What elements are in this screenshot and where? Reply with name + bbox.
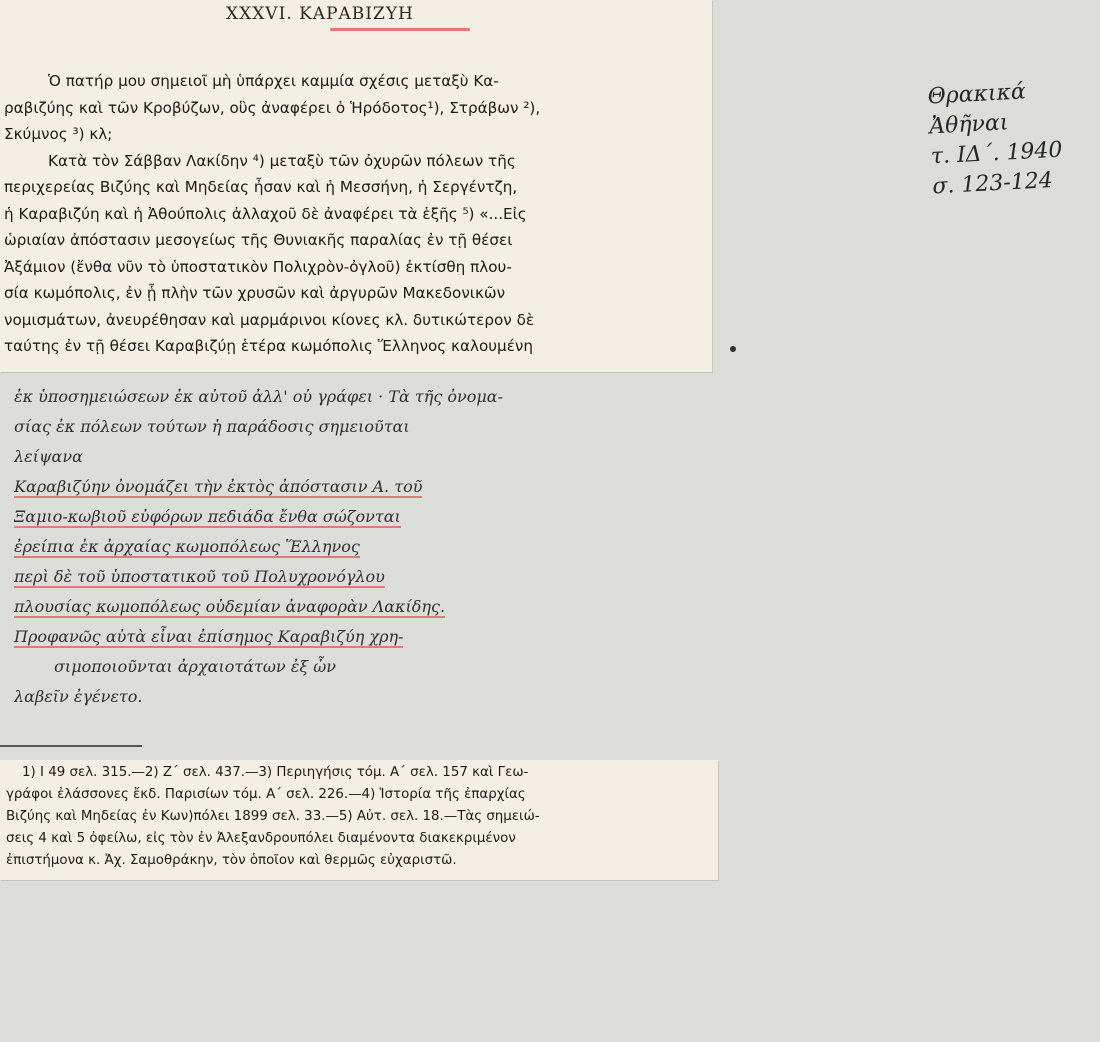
handwritten-line: λείψανα: [14, 447, 83, 466]
footnote-line: Βιζύης καὶ Μηδείας ἐν Κων)πόλει 1899 σελ. 33.—5) Αὐτ. σελ. 18.—Τὰς σημειώ-: [6, 809, 540, 824]
clipping-line: περιχερείας Βιζύης καὶ Μηδείας ἦσαν καὶ ἡ Μεσσήνη, ἡ Σεργέντζη,: [4, 178, 518, 196]
handwritten-notes: [14, 382, 714, 712]
footnote-separator: [0, 745, 142, 747]
handwritten-line: περὶ δὲ τοῦ ὑποστατικοῦ τοῦ Πολυχρονόγλου: [14, 567, 385, 586]
clipping-line: ἡ Καραβιζύη καὶ ἡ Ἀθούπολις ἀλλαχοῦ δὲ ἀναφέρει τὰ ἑξῆς ⁵) «...Εἰς: [4, 204, 527, 223]
handwritten-citation: [927, 74, 1100, 203]
clipping-line: Κατὰ τὸν Σάββαν Λακίδην ⁴) μεταξὺ τῶν ὀχυρῶν πόλεων τῆς: [48, 151, 516, 170]
clipping-body: [4, 68, 710, 360]
clipping-line: νομισμάτων, ἀνευρέθησαν καὶ μαρμάρινοι κίονες κλ. δυτικώτερον δὲ: [4, 310, 535, 329]
footnotes-body: [6, 762, 712, 872]
handwritten-line: λαβεῖν ἐγένετο.: [14, 687, 143, 706]
footnote-line: 1) Ι 49 σελ. 315.—2) Ζ΄ σελ. 437.—3) Περιηγήσις τόμ. Α΄ σελ. 157 καὶ Γεω-: [22, 765, 529, 780]
section-title: XXXVI. ΚΑΡΑΒΙΖΥΗ: [226, 4, 414, 24]
handwritten-line: ἐρείπια ἐκ ἀρχαίας κωμοπόλεως Ἕλληνος: [14, 537, 360, 556]
clipping-line: Σκύμνος ³) κλ;: [4, 125, 113, 143]
handwritten-line: Ξαμιο-κωβιοῦ εὐφόρων πεδιάδα ἔνθα σώζονται: [14, 507, 401, 526]
title-red-underline: [330, 28, 470, 31]
handwritten-line: σιμοποιοῦνται ἀρχαιοτάτων ἐξ ὧν: [54, 657, 336, 676]
handwritten-line: Καραβιζύην ὀνομάζει τὴν ἐκτὸς ἀπόστασιν Α. τοῦ: [14, 477, 423, 496]
footnote-line: γράφοι ἐλάσσονες ἔκδ. Παρισίων τόμ. Α΄ σελ. 226.—4) Ἱστορία τῆς ἐπαρχίας: [6, 787, 526, 802]
clipping-line: Ὁ πατήρ μου σημειοῖ μὴ ὑπάρχει καμμία σχέσις μεταξὺ Κα-: [48, 72, 499, 90]
clipping-line: Ἀξάμιον (ἔνθα νῦν τὸ ὑποστατικὸν Πολιχρὸν-ὀγλοῦ) ἐκτίσθη πλου-: [4, 257, 512, 276]
footnote-line: ἐπιστήμονα κ. Ἀχ. Σαμοθράκην, τὸν ὁποῖον καὶ θερμῶς εὐχαριστῶ.: [6, 853, 457, 868]
clipping-line: σία κωμόπολις, ἐν ᾗ πλὴν τῶν χρυσῶν καὶ ἀργυρῶν Μακεδονικῶν: [4, 284, 506, 302]
ink-dot: [730, 346, 736, 352]
footnote-line: σεις 4 καὶ 5 ὀφείλω, εἰς τὸν ἐν Ἀλεξανδρουπόλει διαμένοντα διακεκριμένον: [6, 831, 516, 846]
printed-clipping: [0, 0, 712, 372]
citation-line: Ἀθῆναι: [928, 110, 1010, 140]
footnotes-clipping: [0, 760, 718, 880]
citation-line: τ. ΙΔ΄. 1940: [930, 137, 1064, 170]
handwritten-line: Προφανῶς αὐτὰ εἶναι ἐπίσημος Καραβιζύη χρη-: [14, 627, 404, 646]
handwritten-line: πλουσίας κωμοπόλεως οὐδεμίαν ἀναφορὰν Λακίδης.: [14, 597, 446, 616]
clipping-line: ταύτης ἐν τῇ θέσει Καραβιζύῃ ἑτέρα κωμόπολις Ἕλληνος καλουμένη: [4, 337, 534, 355]
citation-line: σ. 123-124: [931, 168, 1054, 200]
handwritten-line: σίας ἐκ πόλεων τούτων ἡ παράδοσις σημειοῦται: [14, 417, 410, 436]
handwritten-line: ἐκ ὑποσημειώσεων ἐκ αὐτοῦ ἀλλ' οὐ γράφει · Τὰ τῆς ὀνομα-: [14, 387, 503, 406]
citation-line: Θρακικά: [927, 79, 1027, 110]
clipping-line: ὡριαίαν ἀπόστασιν μεσογείως τῆς Θυνιακῆς παραλίας ἐν τῇ θέσει: [4, 231, 513, 249]
clipping-line: ραβιζύης καὶ τῶν Κροβύζων, οὓς ἀναφέρει ὁ Ἡρόδοτος¹), Στράβων ²),: [4, 98, 541, 117]
